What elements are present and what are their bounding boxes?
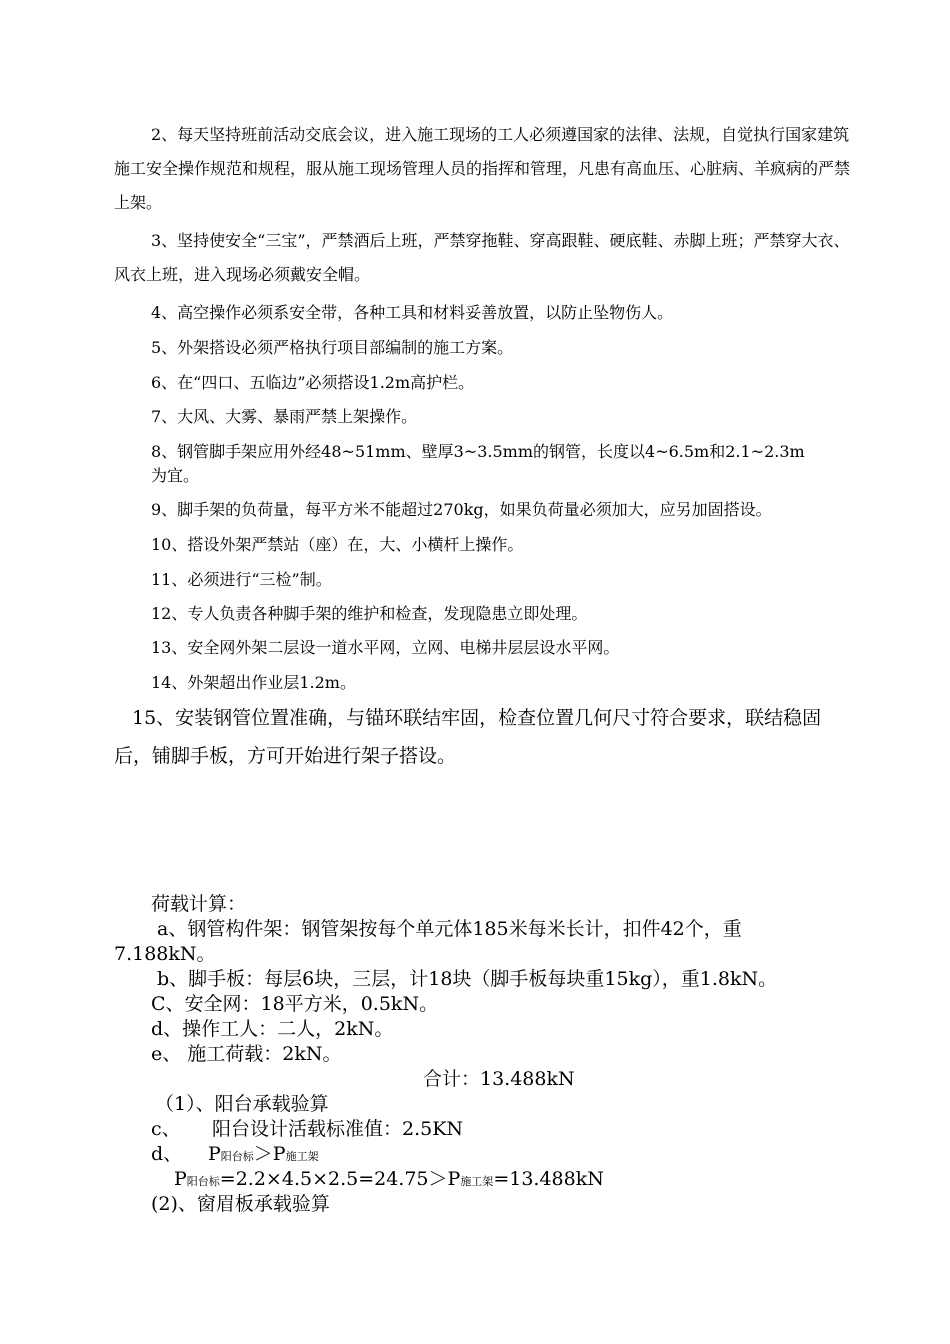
load-b: b、脚手板：每层6块，三层，计18块（脚手板每块重15kg），重1.8kN。	[157, 968, 778, 990]
subscript-balcony-2: 阳台标	[186, 1175, 220, 1188]
load-a-line-1: a、钢管构件架：钢管架按每个单元体185米每米长计，扣件42个，重	[157, 918, 742, 940]
p-symbol-2: P	[174, 1168, 187, 1190]
check-1-c-label: c、	[151, 1118, 181, 1140]
rule-8-line-1: 8、钢管脚手架应用外经48~51mm、壁厚3~3.5mm的钢管，长度以4~6.5m和2.1~2.3m	[151, 442, 805, 461]
rule-13: 13、安全网外架二层设一道水平网，立网、电梯井层层设水平网。	[151, 638, 620, 657]
rule-4: 4、高空操作必须系安全带，各种工具和材料妥善放置，以防止坠物伤人。	[151, 303, 674, 322]
rule-9: 9、脚手架的负荷量，每平方米不能超过270kg，如果负荷量必须加大，应另加固搭设。	[151, 500, 772, 519]
load-c: C、安全网：18平方米，0.5kN。	[151, 993, 439, 1015]
load-e: e、 施工荷载：2kN。	[151, 1043, 342, 1065]
check-1-heading: （1）、阳台承载验算	[155, 1093, 329, 1115]
rule-2: 2、每天坚持班前活动交底会议，进入施工现场的工人必须遵国家的法律、法规，自觉执行国家建筑施工安全操作规范和规程，服从施工现场管理人员的指挥和管理，凡患有高血压、心脏病、羊疯病的严禁上架。	[114, 125, 851, 212]
rule-11: 11、必须进行“三检”制。	[151, 570, 332, 589]
rule-10: 10、搭设外架严禁站（座）在，大、小横杆上操作。	[151, 535, 524, 554]
formula-text: =2.2×4.5×2.5=24.75＞P	[219, 1168, 461, 1190]
load-heading: 荷载计算：	[151, 893, 247, 915]
rule-8-line-2: 为宜。	[151, 466, 200, 485]
check-1-d-condition	[208, 1139, 319, 1166]
check-1-formula	[174, 1164, 604, 1191]
check-1-d-label: d、	[151, 1143, 183, 1165]
formula-result: =13.488kN	[493, 1168, 604, 1190]
rule-6: 6、在“四口、五临边”必须搭设1.2m高护栏。	[151, 373, 475, 392]
subscript-scaffold: 施工架	[285, 1150, 319, 1163]
subscript-balcony: 阳台标	[220, 1150, 254, 1163]
load-total: 合计：13.488kN	[423, 1068, 575, 1090]
check-2-heading: (2)、窗眉板承载验算	[151, 1193, 330, 1215]
load-d: d、操作工人：二人，2kN。	[151, 1018, 394, 1040]
rule-15: 15、安装钢管位置准确，与锚环联结牢固，检查位置几何尺寸符合要求，联结稳固后，铺脚手板，方可开始进行架子搭设。	[114, 707, 822, 767]
check-1-c-text: 阳台设计活载标准值：2.5KN	[212, 1118, 464, 1140]
load-a-line-2: 7.188kN。	[114, 943, 216, 965]
rule-3: 3、坚持使安全“三宝”，严禁酒后上班，严禁穿拖鞋、穿高跟鞋、硬底鞋、赤脚上班；严禁穿大衣、风衣上班，进入现场必须戴安全帽。	[114, 231, 850, 284]
rule-5: 5、外架搭设必须严格执行项目部编制的施工方案。	[151, 338, 514, 357]
p-symbol: P	[208, 1143, 221, 1165]
subscript-scaffold-2: 施工架	[460, 1175, 494, 1188]
greater-than-p: ＞P	[253, 1143, 286, 1165]
rule-14: 14、外架超出作业层1.2m。	[151, 673, 356, 692]
rule-7: 7、大风、大雾、暴雨严禁上架操作。	[151, 407, 418, 426]
rule-12: 12、专人负责各种脚手架的维护和检查，发现隐患立即处理。	[151, 604, 588, 623]
